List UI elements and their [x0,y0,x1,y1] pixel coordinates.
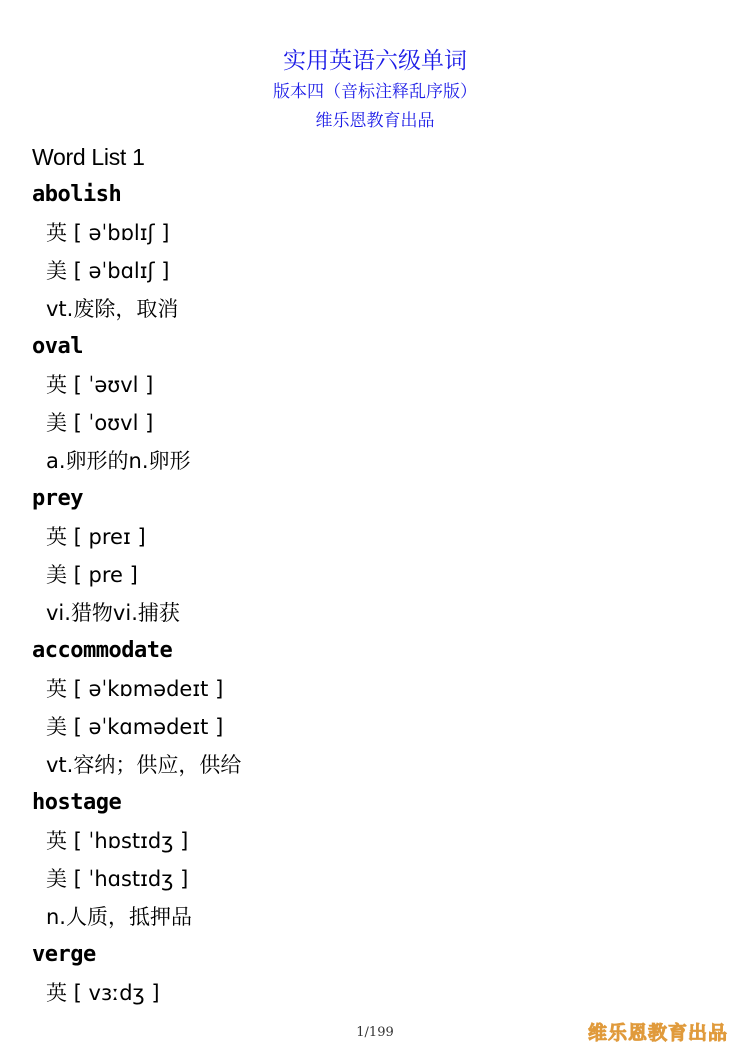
us-pronunciation: 美 [ əˈbɑlɪʃ ] [46,259,170,283]
uk-pronunciation: 英 [ preɪ ] [46,525,146,549]
word-entry [32,632,732,784]
document-publisher: 维乐恩教育出品 [315,111,435,131]
word-entry [32,784,732,936]
uk-pronunciation: 英 [ ˈəʊvl ] [46,373,154,397]
document-header [0,44,750,136]
uk-pronunciation: 英 [ vɜːdʒ ] [46,981,160,1005]
word-list [32,138,732,1012]
headword: oval [32,334,83,359]
word-entry [32,328,732,480]
uk-pronunciation: 英 [ əˈbɒlɪʃ ] [46,221,170,245]
publisher-watermark: 维乐恩教育出品 [587,1022,728,1044]
us-pronunciation: 美 [ pre ] [46,563,138,587]
word-entry [32,936,732,1012]
uk-pronunciation: 英 [ əˈkɒmədeɪt ] [46,677,224,701]
page-number: 1/199 [356,1025,394,1040]
document-title: 实用英语六级单词 [283,48,467,74]
uk-pronunciation: 英 [ ˈhɒstɪdʒ ] [46,829,189,853]
definition: vi.猎物vi.捕获 [46,601,180,625]
definition: vt.容纳；供应，供给 [46,753,242,777]
definition: vt.废除，取消 [46,297,179,321]
headword: accommodate [32,638,173,663]
definition: n.人质，抵押品 [46,905,192,929]
document-subtitle: 版本四（音标注释乱序版） [273,82,477,102]
word-entry [32,480,732,632]
headword: hostage [32,790,122,815]
word-list-heading: Word List 1 [32,144,145,170]
us-pronunciation: 美 [ əˈkɑmədeɪt ] [46,715,224,739]
headword: verge [32,942,96,967]
headword: abolish [32,182,122,207]
definition: a.卵形的n.卵形 [46,449,191,473]
us-pronunciation: 美 [ ˈoʊvl ] [46,411,154,435]
us-pronunciation: 美 [ ˈhɑstɪdʒ ] [46,867,189,891]
headword: prey [32,486,83,511]
word-entry [32,176,732,328]
